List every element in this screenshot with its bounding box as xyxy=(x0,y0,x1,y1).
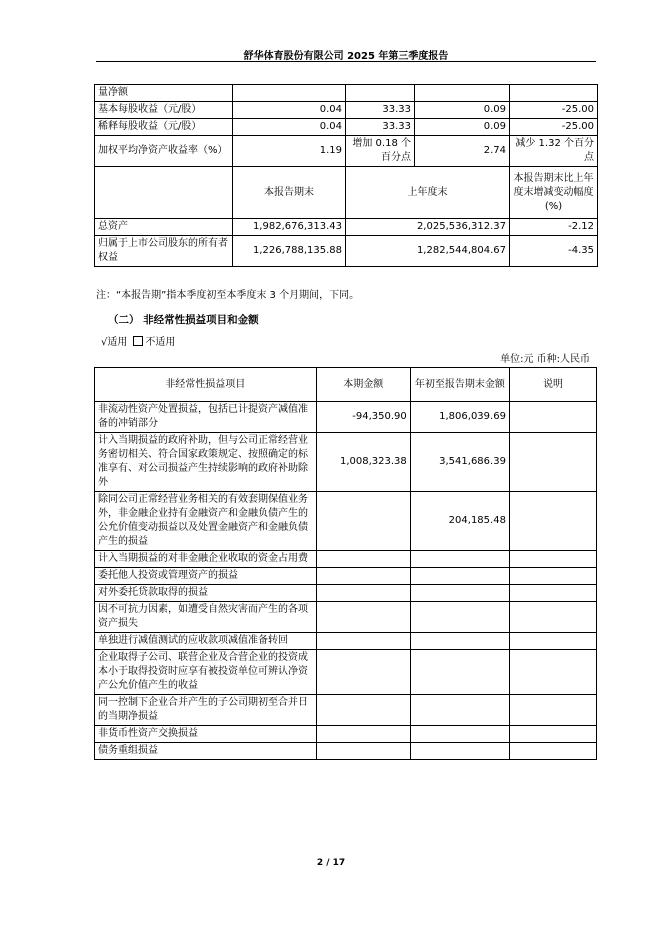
cell-value: 2.74 xyxy=(415,136,510,167)
cell-value: 增加 0.18 个百分点 xyxy=(346,136,415,167)
cell-note xyxy=(509,492,596,551)
cell-note xyxy=(509,743,596,760)
cell-value: 1,008,323.38 xyxy=(316,433,410,492)
table-row xyxy=(95,551,597,568)
cell-value: 0.09 xyxy=(415,119,510,136)
financial-indicators-table xyxy=(94,84,598,267)
unit-line: 单位:元 币种:人民币 xyxy=(500,354,590,365)
cell-value xyxy=(510,85,598,102)
cell-value xyxy=(410,568,509,585)
row-label: 同一控制下企业合并产生的子公司期初至合并日的当期净损益 xyxy=(95,695,317,726)
table-row xyxy=(95,102,598,119)
table-row xyxy=(95,492,597,551)
cell-value: 1,226,788,135.88 xyxy=(233,236,346,267)
cell-value: -94,350.90 xyxy=(316,402,410,433)
row-label: 委托他人投资或管理资产的损益 xyxy=(95,568,317,585)
row-label: 计入当期损益的政府补助，但与公司正常经营业务密切相关、符合国家政策规定、按照确定的标准享有、对公司损益产生持续影响的政府补助除外 xyxy=(95,433,317,492)
header-cell: 说明 xyxy=(509,368,596,402)
cell-value xyxy=(410,633,509,650)
cell-value: -4.35 xyxy=(510,236,598,267)
cell-value xyxy=(233,85,346,102)
section-title: （二） 非经常性损益项目和金额 xyxy=(108,314,259,326)
header-cell: 本期金额 xyxy=(316,368,410,402)
row-label: 计入当期损益的对非金融企业收取的资金占用费 xyxy=(95,551,317,568)
cell-note xyxy=(509,585,596,602)
cell-value xyxy=(316,633,410,650)
table-row xyxy=(95,695,597,726)
table-row xyxy=(95,433,597,492)
row-label: 非流动性资产处置损益，包括已计提资产减值准备的冲销部分 xyxy=(95,402,317,433)
row-label: 归属于上市公司股东的所有者权益 xyxy=(95,236,233,267)
cell-value: 0.04 xyxy=(233,119,346,136)
table-header-row xyxy=(95,368,597,402)
cell-value: -2.12 xyxy=(510,219,598,236)
cell-value: 33.33 xyxy=(346,102,415,119)
checkbox-icon xyxy=(133,336,143,346)
row-label: 非货币性资产交换损益 xyxy=(95,726,317,743)
applicability-options xyxy=(101,333,175,348)
cell-value xyxy=(316,695,410,726)
cell-value xyxy=(316,726,410,743)
row-label: 量净额 xyxy=(95,85,233,102)
table-row xyxy=(95,85,598,102)
header-cell: 本报告期末比上年度末增减变动幅度(%) xyxy=(510,167,598,219)
non-recurring-items-table xyxy=(94,367,597,760)
row-label: 加权平均净资产收益率（%） xyxy=(95,136,233,167)
cell-note xyxy=(509,633,596,650)
cell-note xyxy=(509,551,596,568)
cell-value xyxy=(316,585,410,602)
cell-value xyxy=(410,551,509,568)
cell-note xyxy=(509,433,596,492)
report-header: 舒华体育股份有限公司 2025 年第三季度报告 xyxy=(243,51,449,62)
table-row xyxy=(95,585,597,602)
cell-value xyxy=(316,743,410,760)
row-label: 除同公司正常经营业务相关的有效套期保值业务外，非金融企业持有金融资产和金融负债产生的公允价值变动损益以及处置金融资产和金融负债产生的损益 xyxy=(95,492,317,551)
page-number: 2 / 17 xyxy=(316,858,346,868)
cell-value xyxy=(316,650,410,695)
row-label: 稀释每股收益（元/股） xyxy=(95,119,233,136)
cell-value xyxy=(410,650,509,695)
row-label: 因不可抗力因素，如遭受自然灾害而产生的各项资产损失 xyxy=(95,602,317,633)
header-cell: 本报告期末 xyxy=(233,167,346,219)
table-row xyxy=(95,119,598,136)
footnote: 注：“本报告期”指本季度初至本季度末 3 个月期间，下同。 xyxy=(96,290,360,301)
table-row xyxy=(95,650,597,695)
header-cell: 年初至报告期末金额 xyxy=(410,368,509,402)
row-label: 基本每股收益（元/股） xyxy=(95,102,233,119)
cell-note xyxy=(509,695,596,726)
table-body xyxy=(95,402,597,760)
cell-value xyxy=(316,568,410,585)
header-cell: 上年度末 xyxy=(346,167,510,219)
cell-value xyxy=(410,585,509,602)
table-row xyxy=(95,236,598,267)
row-label: 总资产 xyxy=(95,219,233,236)
cell-value: -25.00 xyxy=(510,102,598,119)
cell-value: 0.04 xyxy=(233,102,346,119)
cell-value xyxy=(346,85,415,102)
row-label: 债务重组损益 xyxy=(95,743,317,760)
row-label: 对外委托贷款取得的损益 xyxy=(95,585,317,602)
cell-value: 3,541,686.39 xyxy=(410,433,509,492)
cell-value: 1.19 xyxy=(233,136,346,167)
row-label: 企业取得子公司、联营企业及合营企业的投资成本小于取得投资时应享有被投资单位可辨认净资产公允价值产生的收益 xyxy=(95,650,317,695)
cell-value xyxy=(316,551,410,568)
cell-value: 1,806,039.69 xyxy=(410,402,509,433)
cell-value: 1,982,676,313.43 xyxy=(233,219,346,236)
cell-note xyxy=(509,726,596,743)
table-row xyxy=(95,726,597,743)
cell-value xyxy=(410,602,509,633)
row-label: 单独进行减值测试的应收款项减值准备转回 xyxy=(95,633,317,650)
cell-value xyxy=(415,85,510,102)
cell-note xyxy=(509,568,596,585)
header-cell-empty xyxy=(95,167,233,219)
cell-value: 0.09 xyxy=(415,102,510,119)
cell-value: 33.33 xyxy=(346,119,415,136)
table-row xyxy=(95,602,597,633)
table-row xyxy=(95,568,597,585)
cell-value xyxy=(316,492,410,551)
table-row xyxy=(95,402,597,433)
table-row xyxy=(95,743,597,760)
applicable-option: √适用 xyxy=(101,337,128,348)
table-row xyxy=(95,219,598,236)
cell-note xyxy=(509,602,596,633)
header-cell: 非经常性损益项目 xyxy=(95,368,317,402)
cell-value: -25.00 xyxy=(510,119,598,136)
cell-value: 204,185.48 xyxy=(410,492,509,551)
header-divider xyxy=(96,61,596,62)
table-row xyxy=(95,633,597,650)
cell-note xyxy=(509,650,596,695)
cell-note xyxy=(509,402,596,433)
cell-value: 1,282,544,804.67 xyxy=(346,236,510,267)
cell-value xyxy=(410,695,509,726)
cell-value xyxy=(410,726,509,743)
cell-value xyxy=(316,602,410,633)
table-header-row xyxy=(95,167,598,219)
not-applicable-option: 不适用 xyxy=(145,337,176,348)
cell-value: 减少 1.32 个百分点 xyxy=(510,136,598,167)
cell-value xyxy=(410,743,509,760)
table-row xyxy=(95,136,598,167)
cell-value: 2,025,536,312.37 xyxy=(346,219,510,236)
